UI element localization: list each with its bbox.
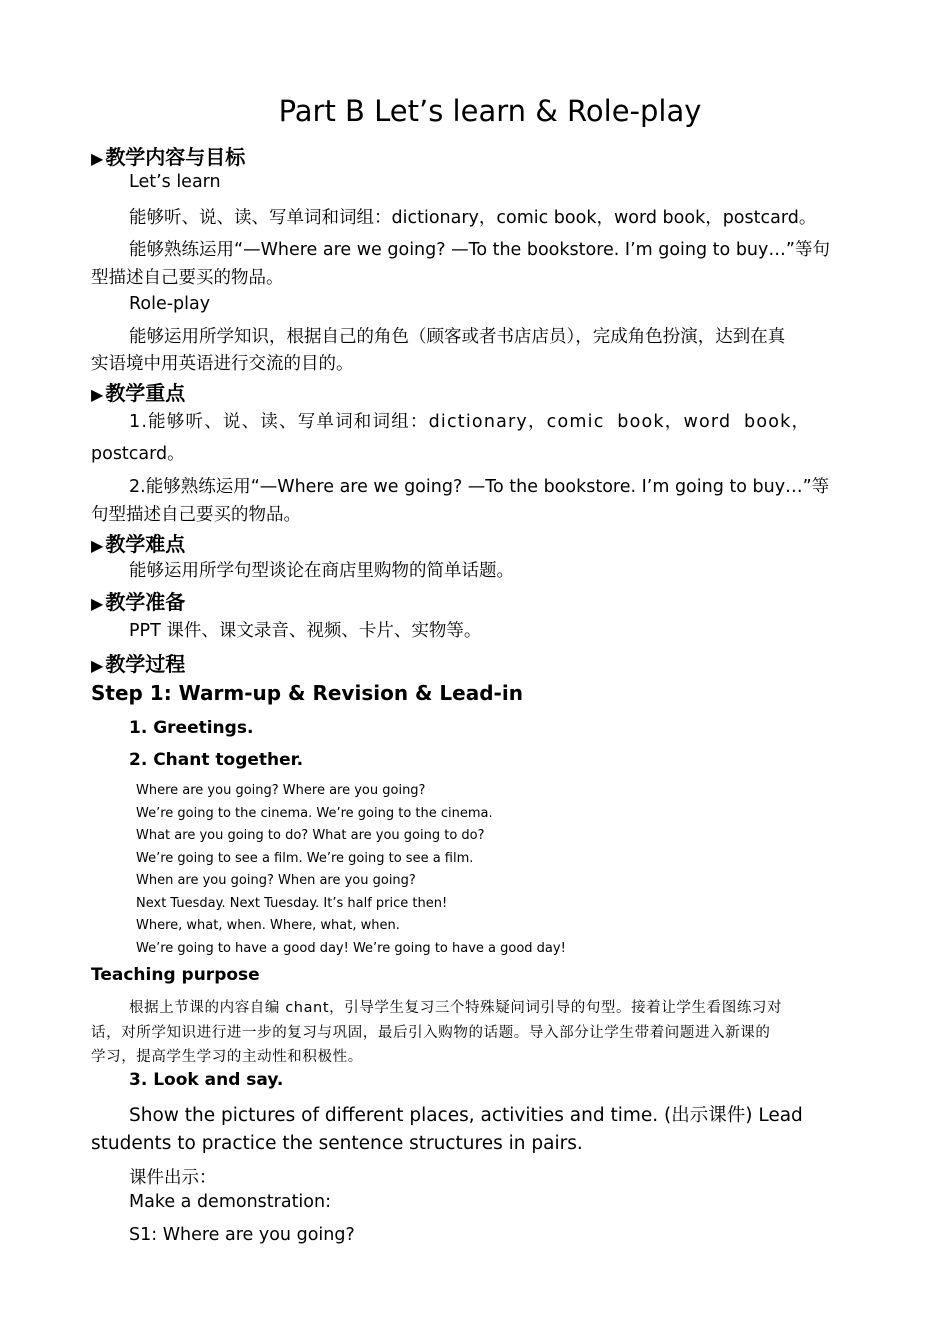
objectives-line2a: 能够熟练运用“—Where are we going? —To the bookstore. I’m going to buy…”等句: [129, 240, 830, 260]
key-point-1b: postcard。: [91, 444, 185, 464]
objectives-line3b: 实语境中用英语进行交流的目的。: [91, 354, 354, 374]
show-pictures-line1: Show the pictures of different places, activities and time. (出示课件) Lead: [129, 1105, 803, 1126]
chant-line: We’re going to the cinema. We’re going to the cinema.: [136, 806, 493, 821]
dialogue-s1: S1: Where are you going?: [129, 1225, 355, 1245]
triangle-bullet-icon: ▶: [91, 149, 104, 168]
objectives-line1: 能够听、说、读、写单词和词组：dictionary，comic book，word book，postcard。: [129, 208, 817, 228]
key-point-1a: 1.能够听、说、读、写单词和词组：dictionary，comic book，word book，: [129, 412, 811, 432]
role-play-label: Role-play: [129, 294, 211, 314]
section-heading-process: ▶ 教学过程: [91, 652, 186, 676]
greetings-item: 1. Greetings.: [129, 718, 254, 738]
lets-learn-label: Let’s learn: [129, 172, 221, 192]
objectives-line3a: 能够运用所学知识，根据自己的角色（顾客或者书店店员），完成角色扮演，达到在真: [129, 327, 786, 347]
courseware-label: 课件出示：: [129, 1168, 217, 1188]
chant-line: We’re going to see a film. We’re going to see a film.: [136, 851, 474, 866]
section-heading-key-points: ▶ 教学重点: [91, 381, 186, 405]
difficulties-text: 能够运用所学句型谈论在商店里购物的简单话题。: [129, 561, 514, 581]
section-heading-objectives: ▶ 教学内容与目标: [91, 145, 246, 169]
triangle-bullet-icon: ▶: [91, 594, 104, 613]
teaching-purpose-title: Teaching purpose: [91, 965, 260, 985]
objectives-line2b: 型描述自己要买的物品。: [91, 268, 284, 288]
section-heading-preparation: ▶ 教学准备: [91, 590, 186, 614]
triangle-bullet-icon: ▶: [91, 536, 104, 555]
section-heading-difficulties: ▶ 教学难点: [91, 532, 186, 556]
page-title: Part B Let’s learn & Role-play: [278, 94, 702, 128]
triangle-bullet-icon: ▶: [91, 385, 104, 404]
chant-title: 2. Chant together.: [129, 750, 304, 770]
preparation-text: PPT 课件、课文录音、视频、卡片、实物等。: [129, 621, 482, 641]
purpose-line2: 话，对所学知识进行进一步的复习与巩固，最后引入购物的话题。导入部分让学生带着问题进入新课的: [91, 1025, 771, 1041]
key-point-2a: 2.能够熟练运用“—Where are we going? —To the bookstore. I’m going to buy…”等: [129, 477, 830, 497]
show-pictures-line2: students to practice the sentence structures in pairs.: [91, 1133, 583, 1154]
purpose-line1: 根据上节课的内容自编 chant，引导学生复习三个特殊疑问词引导的句型。接着让学生看图练习对: [129, 1000, 783, 1016]
key-point-2b: 句型描述自己要买的物品。: [91, 505, 301, 525]
demonstration-label: Make a demonstration:: [129, 1192, 331, 1212]
chant-line: We’re going to have a good day! We’re going to have a good day!: [136, 941, 566, 956]
triangle-bullet-icon: ▶: [91, 656, 104, 675]
purpose-line3: 学习，提高学生学习的主动性和积极性。: [91, 1049, 363, 1065]
step1-heading: Step 1: Warm-up & Revision & Lead-in: [91, 681, 523, 705]
chant-line: When are you going? When are you going?: [136, 873, 416, 888]
chant-line: Next Tuesday. Next Tuesday. It’s half price then!: [136, 896, 448, 911]
chant-line: What are you going to do? What are you going to do?: [136, 828, 485, 843]
chant-line: Where are you going? Where are you going?: [136, 783, 426, 798]
look-and-say-item: 3. Look and say.: [129, 1070, 284, 1090]
chant-line: Where, what, when. Where, what, when.: [136, 918, 400, 933]
